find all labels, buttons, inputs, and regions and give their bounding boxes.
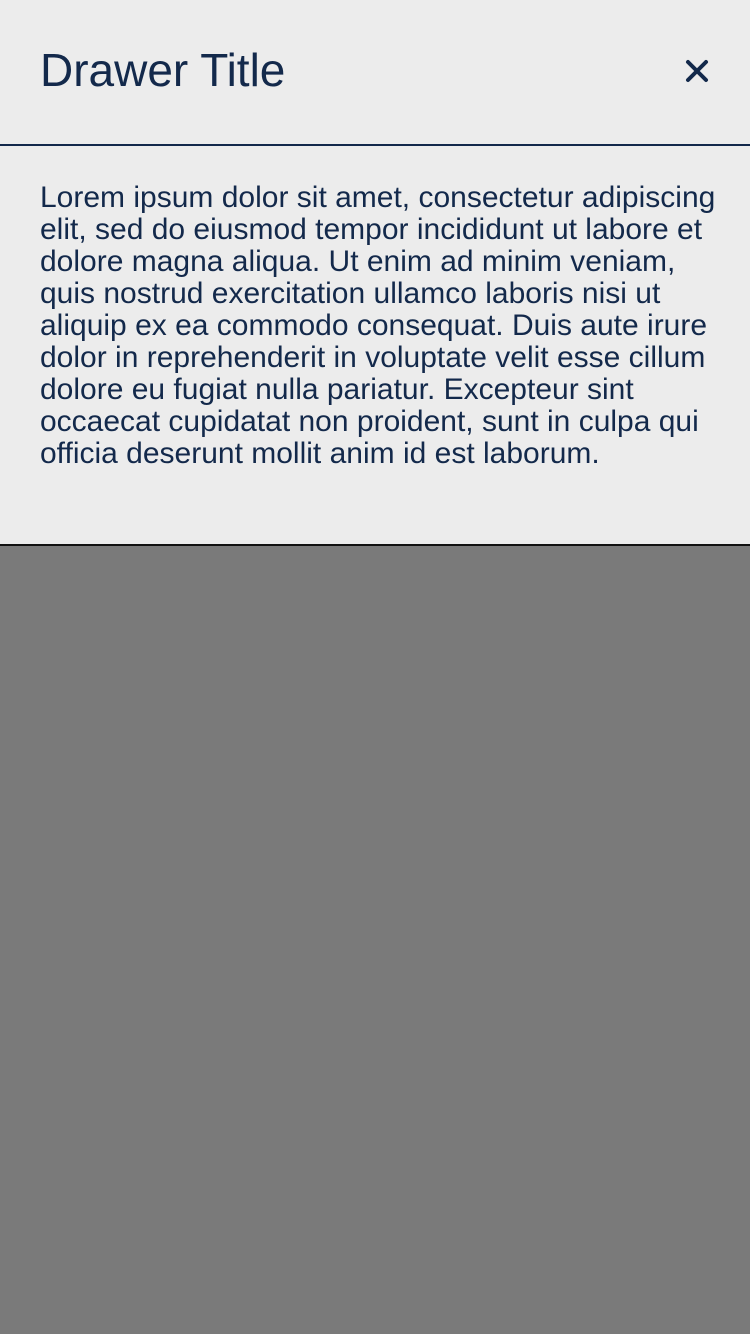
drawer-header — [0, 0, 750, 146]
drawer-body-text: Lorem ipsum dolor sit amet, consectetur adipiscing elit, sed do eiusmod tempor incididunt ut labore et dolore magna aliqua. Ut enim ad minim veniam, quis nostrud exercitation ullamco laboris nisi ut aliquip ex ea commodo consequat. Duis aute irure dolor in reprehenderit in voluptate velit esse cillum dolore eu fugiat nulla pariatur. Excepteur sint occaecat cupidatat non proident, sunt in culpa qui officia deserunt mollit anim id est laborum. — [40, 181, 716, 470]
close-button[interactable] — [672, 48, 722, 96]
drawer-title: Drawer Title — [40, 44, 286, 96]
drawer-panel — [0, 0, 750, 546]
close-icon — [672, 48, 722, 96]
